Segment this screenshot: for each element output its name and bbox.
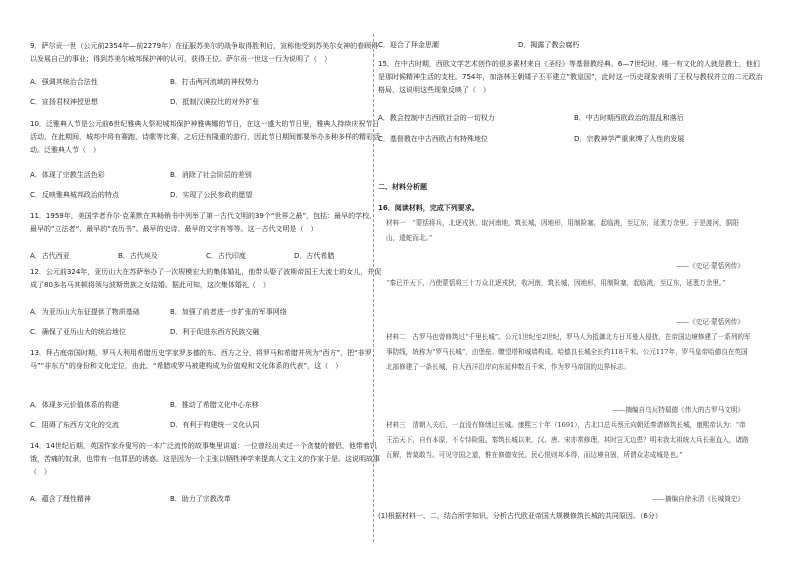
q11-option-c: C．古代印度 (206, 252, 246, 260)
question-15-stem: 15．在中古时期，西欧文学艺术创作的很多素材来自《圣经》等基督教经典，6—7世纪时，唯一有文化的人就是教士，他们是那时候精神生活的支柱。754年，加洛林王朝矮子丕平建立“教皇国”，此时这一历史现象表明了王权与教权并立的二元政治格局，这说明这些现象反映了（ ） (378, 60, 763, 94)
question-14-stem: 14．14世纪后期，英国作家乔叟写的一本广泛流传的故事集里讲道：一位曾经出卖过一个贪婪的僧侣，他带着饥饿，苦痛的奴隶，也带有一包罪恶的诱惑。这是因为一个主张以牺牲神学来提高人文主义的作家于是。这说明故事（ ） (30, 442, 380, 476)
question-16-ask: (1)根据材料一、二，结合所学知识，分析古代欧亚帝国大规模修筑长城的共同原因。（6分） (378, 512, 662, 520)
q15-option-d: D．宗教神学严重束缚了人性的发展 (574, 135, 685, 143)
q13-option-a: A．体现多元价值体系的构建 (30, 401, 119, 409)
q15-option-c: C．基督教在中古西欧占有特殊地位 (378, 135, 488, 143)
q11-option-a: A．古代西亚 (30, 252, 70, 260)
q15-option-b: B．中古时期西欧政治的混乱和落后 (574, 114, 684, 122)
material-1: 材料一 “蒙恬将兵，北逐戎狄，取河南地，筑长城，因地形，用制险塞，起临洮，至辽东，延袤万余里。于是渡河，据阳山，逶蛇而北。” (386, 219, 739, 242)
left-column (30, 0, 382, 562)
material-1-source: ——《史记·蒙恬列传》 (675, 262, 744, 270)
q12-option-a: A．为亚历山大东征提供了物质基础 (30, 308, 140, 316)
q10-option-c: C．反映雅典城邦政治的特点 (30, 191, 119, 199)
q9-option-d: D．抵制汉谟拉比的对外扩张 (170, 98, 260, 106)
q11-option-d: D．古代希腊 (294, 252, 335, 260)
question-11-stem: 11．1959年，美国学者乔尔·克莱默在其畅销书中列举了第一古代文明的39个“世界之最”，包括：最早的学校、最早的“立法者”、最早的“农历书”、最早的史诗、最早的文字有等等。这一古代文明是（ ） (30, 212, 377, 233)
question-12-stem: 12．公元前324年，亚历山大在苏萨举办了一次规模宏大的集体婚礼，他带头娶了波斯帝国王大流士的女儿，并促成了80多名马其顿将领与波斯贵族之女结婚。据此可知，这次集体婚礼（ ） (30, 268, 382, 289)
question-13-stem: 13．拜占庭帝国时期，罗马人利用希腊历史学家罗多德的东、西方之分，将罗马和希腊并列为“西方”，把“非罗马”“非东方”的身份和文化定位，由此，“希腊或罗马被建构成为价值观和文化体系的代表”，这（ ） (30, 349, 372, 370)
right-column (378, 0, 766, 562)
q14-option-c: C．迎合了拜金思潮 (378, 41, 439, 49)
q10-option-a: A．体现了宗教生活色彩 (30, 171, 105, 179)
q12-option-d: D．利于促进东西方民族交融 (170, 328, 260, 336)
column-divider (373, 34, 374, 542)
question-9-stem: 9．萨尔贡一世（公元前2354年—前2279年）在征服苏美尔的战争取得胜利后，宣称他受到苏美尔女神的眷顾得以发展自己的事业；得到苏美尔城邦保护神的认可，获得王位。萨尔贡一世这一行为说明了（ ） (30, 42, 379, 63)
question-16-title: 16．阅读材料，完成下列要求。 (378, 204, 479, 212)
q14-option-d: D．揭露了教会腐朽 (518, 41, 580, 49)
q9-option-a: A．强调其统治合法性 (30, 78, 98, 86)
q14-option-b: B．助力了宗教改革 (170, 495, 231, 503)
material-1b: “秦已并天下，乃使蒙恬将三十万众北逐戎狄，收河南，筑长城，因地形，用制险塞，起临洮，至辽东，延袤万余里。” (386, 279, 726, 287)
q12-option-c: C．确保了亚历山大的统治地位 (30, 328, 126, 336)
q13-option-d: D．有利于构建统一文化认同 (170, 421, 260, 429)
q9-option-b: B．打击两河流域的神权势力 (170, 78, 259, 86)
q10-option-b: B．消除了社会阶层的差别 (170, 171, 252, 179)
material-1b-source: ——《史记·蒙恬列传》 (675, 318, 744, 326)
section-heading: 二、材料分析题 (378, 183, 427, 191)
material-2-source: ——摘编自乌瓦特瑞德《伟大的古罗马文明》 (612, 406, 744, 414)
q9-option-c: C．宣扬君权神授思想 (30, 98, 98, 106)
material-3-source: ——摘编自徐永清《长城简史》 (651, 495, 744, 503)
q11-option-b: B．古代埃及 (118, 252, 158, 260)
q13-option-b: B．推动了希腊文化中心东移 (170, 401, 259, 409)
question-10-stem: 10．泛雅典人节是公元前6世纪雅典人祭祀城邦保护神雅典娜的节日，在这一盛大的节日里，雅典人持续庆祝节日活动，在此期间，城邦中将有赛跑、诗歌等比赛，之后还有隆重的游行，因此节日期间都要举办多种多样的精彩活动。泛雅典人节（ ） (30, 120, 380, 154)
q15-option-a: A．教会控制中古西欧社会的一切权力 (378, 114, 495, 122)
q10-option-d: D．实现了公民参政的愿望 (170, 191, 253, 199)
q12-option-b: B．加强了前者进一步扩张的军事网络 (170, 308, 287, 316)
material-3: 材料三 清朝入关后，一直没有修缮过长城。康熙三十年（1691），古北口总兵蔡元向朝廷奏请修筑长城，康熙帝认为：“帝王治天下，自有本原，不专恃险阻。秦筑长城以来，汉、唐、宋亦常修理，其时岂无边患？明末我太祖统大兵长驱直入，诸路瓦解，皆莫敢当。可见守国之道，惟在修德安民。民心悦则邦本得，而边境自固，所谓众志成城是也。” (386, 421, 749, 459)
q14-option-a: A．蕴含了理性精神 (30, 495, 91, 503)
q13-option-c: C．阻碍了东西方文化的交流 (30, 421, 119, 429)
material-2: 材料二 古罗马也曾修筑过“千里长城”。公元1世纪至2世纪，罗马人为抵御北方日耳曼人侵扰，在帝国边境修建了一系列的军事防线，统称为“罗马长城”，由堡垒、瞭望塔和城墙构成。哈德良长城全长约118千米。公元117年，罗马皇帝哈德良在英国北部修建了一条长城，自大西洋沿岸向东延伸数百千米，作为罗马帝国的边界标志。 (386, 333, 751, 371)
